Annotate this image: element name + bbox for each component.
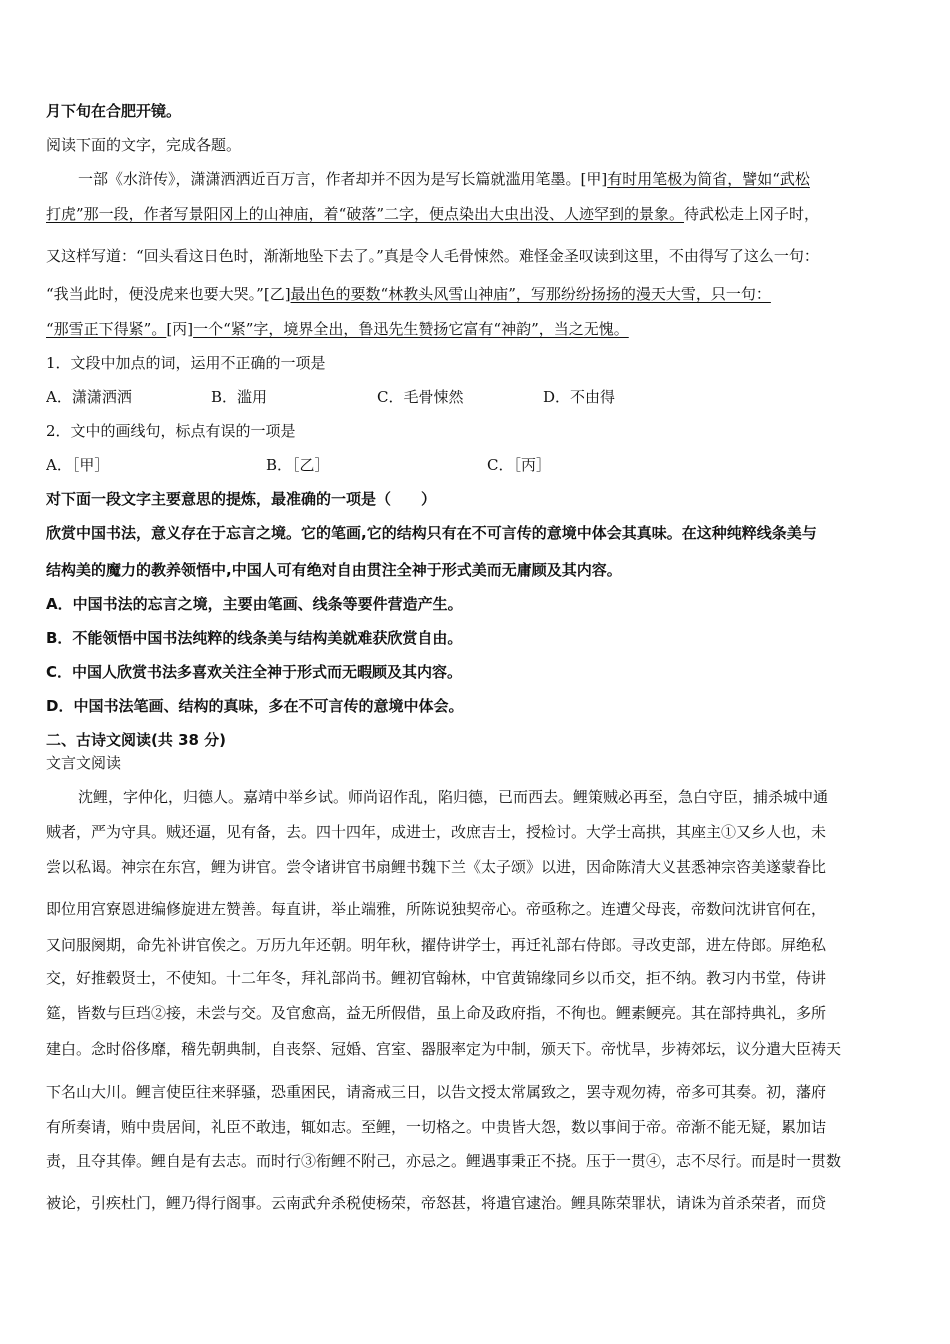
underlined-sentence-yi: “那雪正下得紧”。 [46,320,167,338]
passage-text: “我当此时，便没虎来也要大哭。”[乙] [46,285,291,303]
section-heading: 二、古诗文阅读(共 38 分) [46,731,227,749]
classical-text-line: 沈鲤，字仲化，归德人。嘉靖中举乡试。师尚诏作乱，陷归德，已而西去。鲤策贼必再至，急白守臣，捕杀城中通 [78,788,829,806]
question-1: 1．文段中加点的词，运用不正确的一项是 [46,354,326,372]
option-b[interactable]: B．不能领悟中国书法纯粹的线条美与结构美就难获欣赏自由。 [46,629,463,647]
option-b[interactable]: B．滥用 [211,388,268,406]
question-3-passage-line-2: 结构美的魔力的教养领悟中,中国人可有绝对自由贯注全神于形式美而无庸顾及其内容。 [46,561,622,579]
classical-text-line: 建白。念时俗侈靡，稽先朝典制，自丧祭、冠婚、宫室、器服率定为中制，颁天下。帝忧旱，步祷郊坛，议分遣大臣祷天 [46,1040,842,1058]
underlined-sentence-jia: 有时用笔极为简省，譬如“武松 [607,170,810,188]
option-d[interactable]: D．不由得 [543,388,616,406]
option-c[interactable]: C．［丙］ [487,456,551,474]
underlined-sentence-bing: 一个“紧”字，境界全出，鲁迅先生赞扬它富有“神韵”，当之无愧。 [193,320,629,338]
question-2-options [46,454,908,476]
option-a[interactable]: A．潇潇洒洒 [46,388,132,406]
passage-line-2 [46,203,908,225]
passage-text: 一部《水浒传》，潇潇洒洒近百万言，作者却并不因为是写长篇就滥用笔墨。[甲] [78,170,608,188]
option-a[interactable]: A．中国书法的忘言之境，主要由笔画、线条等要件营造产生。 [46,595,463,613]
option-a[interactable]: A．［甲］ [46,456,110,474]
classical-text-line: 有所奏请，贿中贵居间，礼臣不敢违，辄如志。至鲤，一切格之。中贵皆大怨，数以事间于帝。帝渐不能无疑，累加诘 [46,1118,827,1136]
option-d[interactable]: D．中国书法笔画、结构的真味，多在不可言传的意境中体会。 [46,697,464,715]
classical-text-line: 即位用宫寮恩进编修旋进左赞善。每直讲，举止端雅，所陈说独契帝心。帝亟称之。连遭父母丧，帝数问沈讲官何在， [46,900,827,918]
question-3-passage-line-1: 欣赏中国书法，意义存在于忘言之境。它的笔画,它的结构只有在不可言传的意境中体会其真味。在这种纯粹线条美与 [46,524,817,542]
question-1-options [46,386,908,408]
classical-text-line: 交，好推毂贤士，不使知。十二年冬，拜礼部尚书。鲤初官翰林，中官黄锦缘同乡以币交，拒不纳。教习内书堂，侍讲 [46,969,827,987]
question-2: 2．文中的画线句，标点有误的一项是 [46,422,296,440]
passage-line-4 [46,283,908,305]
classical-text-line: 责，且夺其俸。鲤自是有去志。而时行③衔鲤不附己，亦忌之。鲤遇事秉正不挠。压于一贯④，志不尽行。而是时一贯数 [46,1152,842,1170]
classical-text-line: 尝以私谒。神宗在东宫，鲤为讲官。尝令诸讲官书扇鲤书魏下兰《太子颂》以进，因命陈清大义甚悉神宗咨美遂蒙眷比 [46,858,827,876]
passage-text: [丙] [166,320,194,338]
passage-line-5 [46,318,908,340]
classical-text-line: 下名山大川。鲤言使臣往来驿骚，恐重困民，请斋戒三日，以告文授太常属致之，罢寺观勿祷，帝多可其奏。初，藩府 [46,1083,827,1101]
option-b[interactable]: B．［乙］ [266,456,330,474]
passage-line-3: 又这样写道：“回头看这日色时，渐渐地坠下去了。”真是令人毛骨悚然。难怪金圣叹读到这里，不由得写了这么一句： [46,247,819,265]
passage-text: 待武松走上冈子时， [684,205,820,223]
classical-text-line: 贼者，严为守具。贼还逼，见有备，去。四十四年，成进士，改庶吉士，授检讨。大学士高拱，其座主①又乡人也，未 [46,823,827,841]
classical-text-line: 被论，引疾杜门，鲤乃得行阁事。云南武弁杀税使杨荣，帝怒甚，将遣官逮治。鲤具陈荣罪状，请诛为首杀荣者，而贷 [46,1194,827,1212]
classical-text-line: 筵，皆数与巨珰②接，未尝与交。及官愈高，益无所假借，虽上命及政府指，不徇也。鲤素鲠亮。其在部持典礼，多所 [46,1004,827,1022]
classical-text-line: 又问服阕期，命先补讲官俟之。万历九年还朝。明年秋，擢侍讲学士，再迁礼部右侍郎。寻改吏部，进左侍郎。屏绝私 [46,936,827,954]
instruction-text: 阅读下面的文字，完成各题。 [46,136,242,154]
question-3: 对下面一段文字主要意思的提炼，最准确的一项是（ ） [46,490,437,508]
passage-line-1 [78,168,908,190]
subsection-heading: 文言文阅读 [46,754,122,772]
underlined-sentence-yi: 最出色的要数“林教头风雪山神庙”，写那纷纷扬扬的漫天大雪，只一句： [290,285,771,303]
carryover-line: 月下旬在合肥开镜。 [46,102,182,120]
option-c[interactable]: C．毛骨悚然 [377,388,464,406]
underlined-sentence-jia: 打虎”那一段，作者写景阳冈上的山神庙，着“破落”二字，便点染出大虫出没、人迹罕到的景象。 [46,205,685,223]
option-c[interactable]: C．中国人欣赏书法多喜欢关注全神于形式而无暇顾及其内容。 [46,663,463,681]
